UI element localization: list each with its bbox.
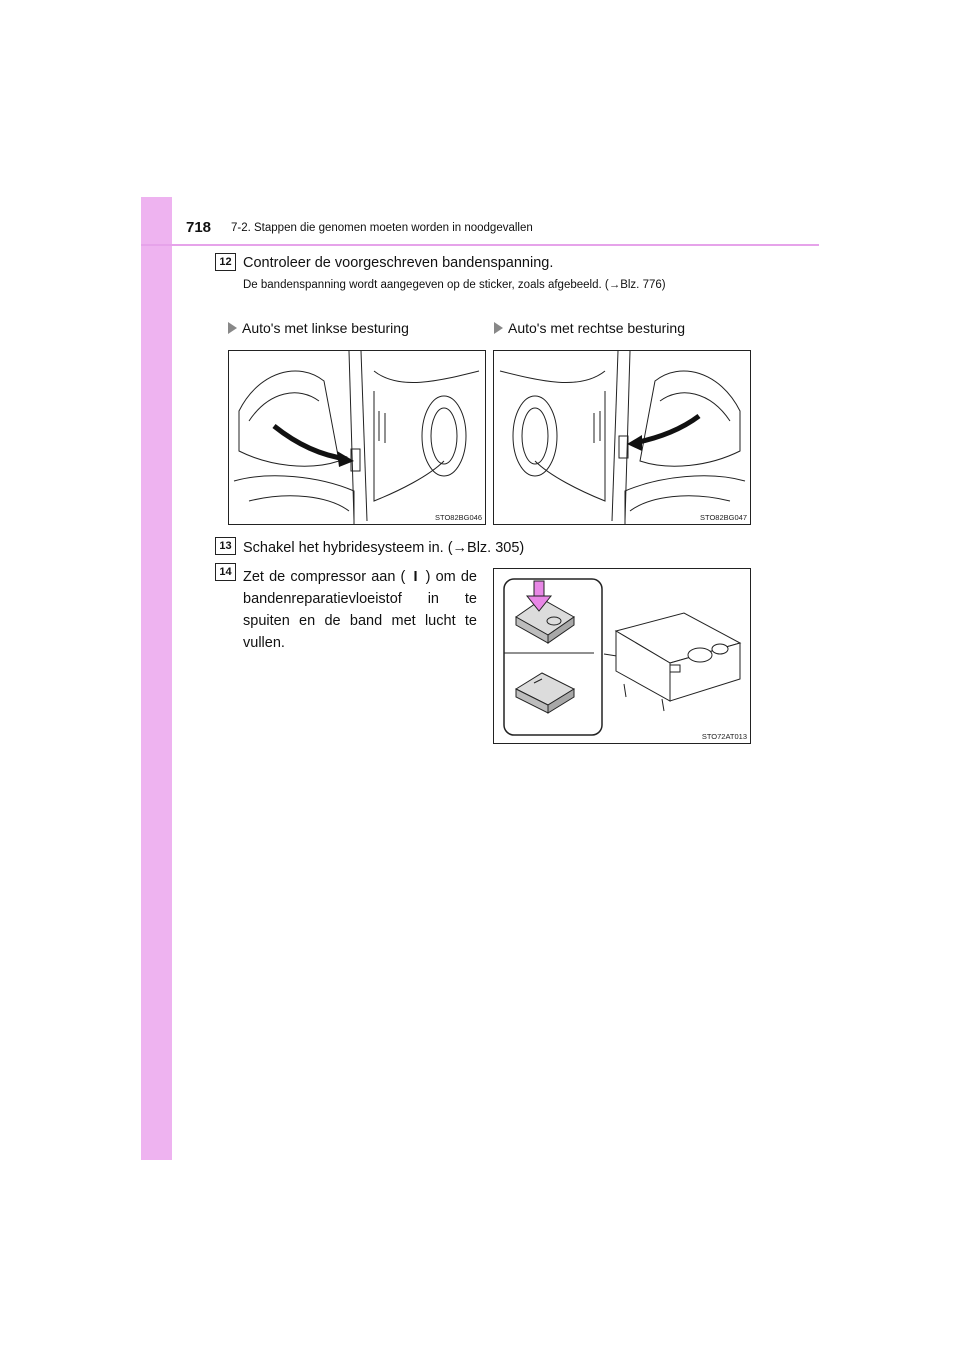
car-door-illustration-left bbox=[229, 351, 485, 524]
triangle-bullet-icon bbox=[228, 322, 237, 334]
figure-lhd-door-sticker bbox=[228, 350, 486, 525]
triangle-bullet-icon bbox=[494, 322, 503, 334]
car-door-illustration-right bbox=[494, 351, 750, 524]
step-badge-14: 14 bbox=[215, 563, 236, 581]
step-12-text: Controleer de voorgeschreven bandenspanning. bbox=[243, 255, 554, 271]
figure-code: STO82BG046 bbox=[435, 513, 482, 522]
header-rule bbox=[141, 244, 819, 246]
switch-on-icon: I bbox=[413, 569, 418, 585]
chapter-tab-sidebar bbox=[141, 197, 172, 1160]
compressor-illustration bbox=[494, 569, 750, 743]
step-14-text: Zet de compressor aan ( I ) om de bandenreparatievloeistof in te spuiten en de band met lucht te vullen. bbox=[243, 569, 477, 651]
step-badge-13: 13 bbox=[215, 537, 236, 555]
figure-rhd-door-sticker bbox=[493, 350, 751, 525]
rhd-label: Auto's met rechtse besturing bbox=[494, 320, 685, 336]
lhd-label: Auto's met linkse besturing bbox=[228, 320, 409, 336]
step-badge-12: 12 bbox=[215, 253, 236, 271]
figure-code: STO82BG047 bbox=[700, 513, 747, 522]
step-12-note: De bandenspanning wordt aangegeven op de sticker, zoals afgebeeld. (→Blz. 776) bbox=[243, 279, 666, 291]
chapter-title: 7-2. Stappen die genomen moeten worden in noodgevallen bbox=[231, 222, 533, 234]
page-number: 718 bbox=[186, 219, 212, 236]
sidebar-top bbox=[141, 0, 172, 197]
step-13-text: Schakel het hybridesysteem in. (→Blz. 305) bbox=[243, 540, 525, 556]
figure-compressor-switch bbox=[493, 568, 751, 744]
figure-code: STO72AT013 bbox=[701, 732, 747, 741]
